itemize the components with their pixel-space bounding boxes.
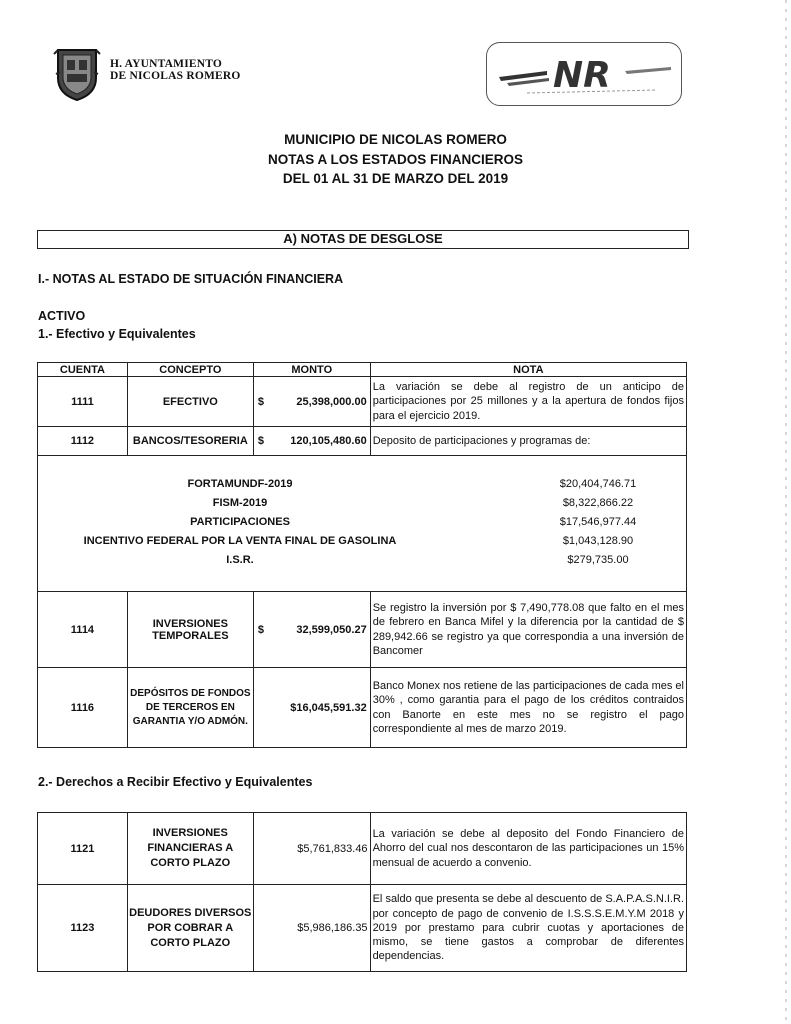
nr-logo — [486, 42, 682, 106]
monto-cell: $16,045,591.32 — [253, 668, 370, 748]
section-i-heading: I.- NOTAS AL ESTADO DE SITUACIÓN FINANCIERA — [38, 272, 344, 286]
logo-text: NR — [553, 55, 611, 96]
table-row — [38, 668, 687, 748]
document-title — [0, 130, 791, 189]
concepto-line: DEUDORES DIVERSOS — [129, 906, 252, 919]
program-label: PARTICIPACIONES — [190, 516, 290, 528]
concepto-line: GARANTIA Y/O ADMÓN. — [132, 715, 248, 727]
cuenta-cell: 1123 — [38, 885, 128, 972]
table-row — [38, 592, 687, 668]
nota-cell: Deposito de participaciones y programas de: — [370, 427, 686, 456]
concepto-line: INVERSIONES — [152, 617, 228, 630]
nota-cell: La variación se debe al registro de un anticipo de participaciones por 25 millones y a la apertura de fondos fijos para el ejercicio 2019. — [370, 377, 686, 427]
cuenta-cell: 1111 — [38, 377, 128, 427]
currency-symbol: $ — [257, 623, 264, 636]
currency-symbol: $ — [257, 435, 264, 447]
programs-list — [38, 466, 686, 566]
nota-cell: La variación se debe al deposito del Fondo Financiero de Ahorro del cual nos descontaron de las participaciones un 15% mensual de acuerdo a convenio. — [370, 813, 686, 885]
programs-cell — [38, 456, 687, 592]
col-nota: NOTA — [370, 363, 686, 377]
monto-cell: $5,761,833.46 — [253, 813, 370, 885]
municipal-crest-icon — [52, 44, 102, 102]
organization-name — [110, 58, 241, 82]
subsection-2-heading: 2.- Derechos a Recibir Efectivo y Equivalentes — [38, 775, 313, 789]
table-row — [38, 377, 687, 427]
cuenta-cell: 1121 — [38, 813, 128, 885]
table-derechos — [37, 812, 687, 972]
cuenta-cell: 1114 — [38, 592, 128, 668]
table-efectivo — [37, 362, 687, 748]
monto-value: 32,599,050.27 — [296, 623, 367, 636]
concepto-cell: EFECTIVO — [127, 377, 253, 427]
program-value: $20,404,746.71 — [559, 478, 637, 490]
concepto-cell — [127, 885, 253, 972]
concepto-line: TEMPORALES — [152, 629, 229, 642]
title-line-2: NOTAS A LOS ESTADOS FINANCIEROS — [267, 151, 523, 167]
currency-symbol: $ — [257, 395, 264, 408]
program-label: INCENTIVO FEDERAL POR LA VENTA FINAL DE GASOLINA — [83, 535, 397, 547]
program-value: $8,322,866.22 — [562, 497, 634, 509]
title-line-3: DEL 01 AL 31 DE MARZO DEL 2019 — [282, 171, 509, 186]
concepto-line: DE TERCEROS EN — [145, 701, 235, 713]
concepto-cell — [127, 668, 253, 748]
program-label: FISM-2019 — [212, 497, 268, 509]
table-row — [38, 885, 687, 972]
monto-value: 120,105,480.60 — [290, 435, 367, 447]
concepto-line: DEPÓSITOS DE FONDOS — [130, 687, 251, 699]
concepto-cell — [127, 592, 253, 668]
monto-cell — [253, 427, 370, 456]
monto-value: 25,398,000.00 — [296, 395, 367, 408]
concepto-cell — [127, 813, 253, 885]
monto-cell — [253, 377, 370, 427]
program-label: I.S.R. — [226, 554, 254, 566]
program-value: $17,546,977.44 — [559, 516, 637, 528]
org-line-1: H. AYUNTAMIENTO — [110, 58, 223, 70]
subsection-1-heading: 1.- Efectivo y Equivalentes — [38, 327, 196, 341]
monto-cell: $5,986,186.35 — [253, 885, 370, 972]
activo-heading: ACTIVO — [38, 309, 86, 323]
cuenta-cell: 1112 — [38, 427, 128, 456]
program-value: $1,043,128.90 — [562, 535, 634, 547]
concepto-line: POR COBRAR A — [147, 921, 234, 934]
nota-cell: Se registro la inversión por $ 7,490,778.08 que falto en el mes de febrero en Banca Mifel y la diferencia por la cantidad de $ 289,942.66 se registro ya que correspondia a una inversión de Bancomer — [370, 592, 686, 668]
nr-logo-graphic — [487, 43, 683, 107]
concepto-line: INVERSIONES — [152, 827, 228, 839]
program-value: $279,735.00 — [567, 554, 629, 566]
col-cuenta: CUENTA — [38, 363, 128, 377]
concepto-cell: BANCOS/TESORERIA — [127, 427, 253, 456]
concepto-line: CORTO PLAZO — [150, 857, 231, 869]
programs-row — [38, 456, 687, 592]
nota-cell: El saldo que presenta se debe al descuento de S.A.P.A.S.N.I.R. por concepto de pago de convenio de I.S.S.S.E.M.Y.M 2018 y 2019 por prestamo para cubrir cuotas y aportaciones de mismo, se tiene gastos a comprobar de diferentes dependencias. — [370, 885, 686, 972]
monto-cell — [253, 592, 370, 668]
scan-edge-artifact — [785, 0, 787, 1024]
concepto-line: CORTO PLAZO — [150, 936, 231, 949]
concepto-line: FINANCIERAS A — [147, 842, 234, 854]
nota-cell: Banco Monex nos retiene de las participaciones de cada mes el 30% , como garantia para el pago de los créditos contraidos con Banorte en este mes no se registro el pago correspondiente al mes de marzo 2019. — [370, 668, 686, 748]
table-row — [38, 813, 687, 885]
col-monto: MONTO — [253, 363, 370, 377]
title-line-1: MUNICIPIO DE NICOLAS ROMERO — [284, 132, 507, 147]
cuenta-cell: 1116 — [38, 668, 128, 748]
section-a-box: A) NOTAS DE DESGLOSE — [37, 230, 689, 249]
table-row — [38, 427, 687, 456]
org-line-2: DE NICOLAS ROMERO — [110, 70, 241, 82]
program-label: FORTAMUNDF-2019 — [187, 478, 293, 490]
col-concepto: CONCEPTO — [127, 363, 253, 377]
table-header-row — [38, 363, 687, 377]
